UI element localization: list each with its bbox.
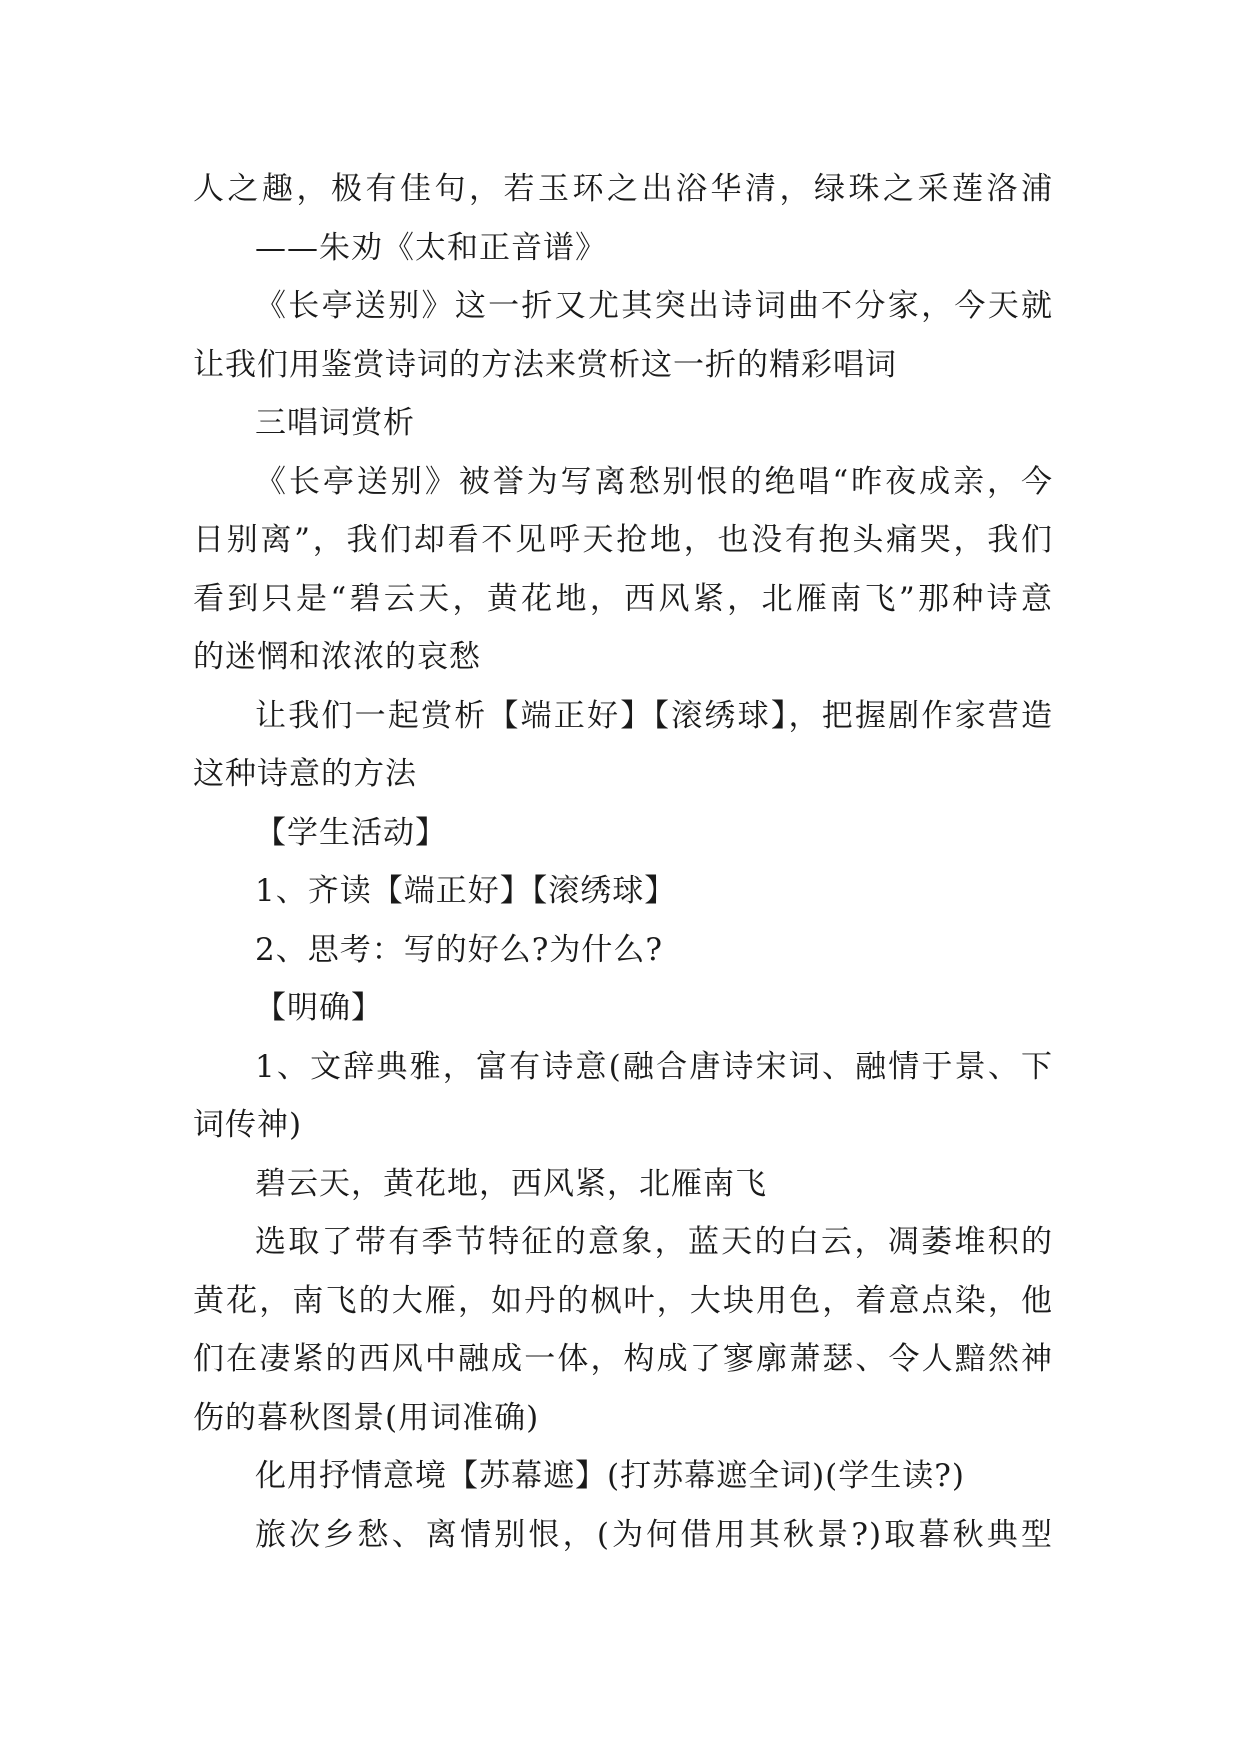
text-line: 这种诗意的方法	[193, 756, 417, 792]
text-line: 伤的暮秋图景(用词准确)	[193, 1399, 540, 1436]
text-line: 让我们一起赏析【端正好】【滚绣球】，把握剧作家营造	[255, 697, 1053, 734]
text-line: 《长亭送别》这一折又尤其突出诗词曲不分家，今天就	[255, 288, 1053, 324]
clarify-heading: 【明确】	[255, 990, 383, 1026]
list-item: 1、齐读【端正好】【滚绣球】	[255, 873, 677, 909]
list-item: 2、思考：写的好么?为什么?	[255, 931, 663, 968]
text-line: 旅次乡愁、离情别恨，(为何借用其秋景?)取暮秋典型	[255, 1516, 1053, 1553]
text-line: 的迷惘和浓浓的哀愁	[193, 639, 481, 675]
body-text	[193, 160, 1053, 1564]
text-line: 《长亭送别》被誉为写离愁别恨的绝唱“昨夜成亲，今	[255, 463, 1053, 500]
text-line: 人之趣，极有佳句，若玉环之出浴华清，绿珠之采莲洛浦	[193, 171, 1053, 207]
text-line: 黄花，南飞的大雁，如丹的枫叶，大块用色，着意点染，他	[193, 1282, 1053, 1319]
text-line: 们在凄紧的西风中融成一体，构成了寥廓萧瑟、令人黯然神	[193, 1341, 1053, 1377]
section-heading: 三唱词赏析	[255, 405, 415, 441]
text-line: 让我们用鉴赏诗词的方法来赏析这一折的精彩唱词	[193, 346, 897, 383]
text-line: ——朱劝《太和正音谱》	[255, 229, 607, 266]
text-line: 看到只是“碧云天，黄花地，西风紧，北雁南飞”那种诗意	[193, 580, 1053, 617]
text-line: 日别离”，我们却看不见呼天抢地，也没有抱头痛哭，我们	[193, 522, 1053, 558]
text-line: 选取了带有季节特征的意象，蓝天的白云，凋萎堆积的	[255, 1224, 1053, 1260]
text-line: 碧云天，黄花地，西风紧，北雁南飞	[255, 1165, 767, 1202]
text-line: 化用抒情意境【苏幕遮】(打苏幕遮全词)(学生读?)	[255, 1458, 965, 1494]
activity-heading: 【学生活动】	[255, 814, 447, 851]
text-line: 词传神)	[193, 1107, 303, 1143]
list-item: 1、文辞典雅，富有诗意(融合唐诗宋词、融情于景、下	[255, 1048, 1053, 1085]
